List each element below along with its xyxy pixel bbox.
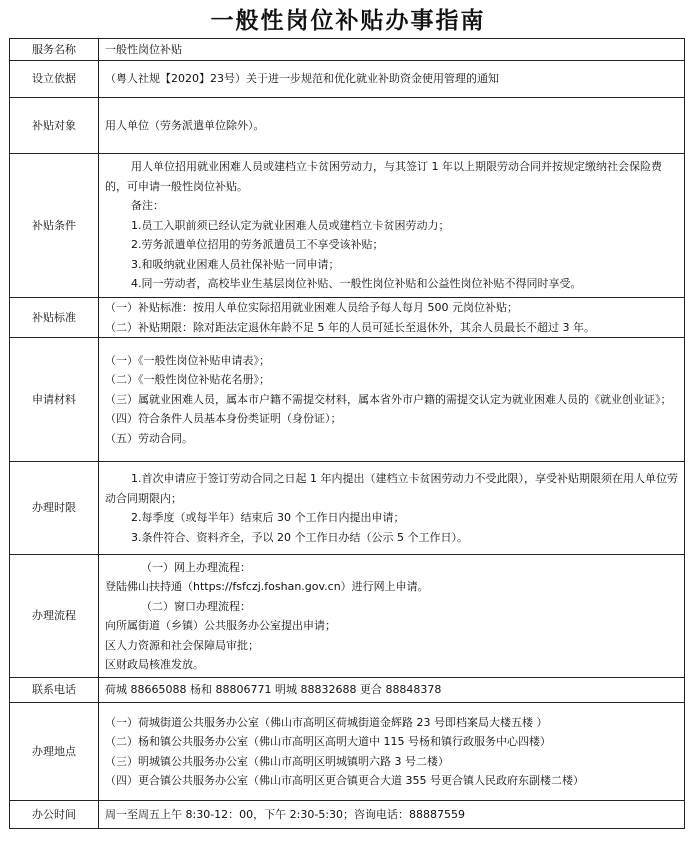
label-process: 办理流程 (10, 555, 99, 678)
row-locations (10, 703, 685, 801)
value-service-name: 一般性岗位补贴 (99, 39, 685, 61)
value-phone: 荷城 88665088 杨和 88806771 明城 88832688 更合 88848378 (99, 678, 685, 703)
process-offline-step: 向所属街道（乡镇）公共服务办公室提出申请； (105, 619, 336, 632)
materials-item: （一）《一般性岗位补贴申请表》； (105, 353, 270, 367)
conditions-item: 1.员工入职前须已经认定为就业困难人员或建档立卡贫困劳动力； (131, 218, 450, 232)
location-item: （一）荷城街道公共服务办公室（佛山市高明区荷城街道金辉路 23 号即档案局大楼五楼 ） (105, 715, 548, 729)
materials-item: （五）劳动合同。 (105, 431, 193, 445)
process-offline-step: 区财政局核准发放。 (105, 658, 204, 671)
conditions-intro: 用人单位招用就业困难人员或建档立卡贫困劳动力，与其签订 1 年以上期限劳动合同并按规定缴纳社会保险费的，可申请一般性岗位补贴。 (105, 160, 662, 193)
label-target: 补贴对象 (10, 98, 99, 154)
row-target (10, 98, 685, 154)
page-title: 一般性岗位补贴办事指南 (210, 8, 486, 34)
location-item: （三）明城镇公共服务办公室（佛山市高明区明城镇明六路 3 号二楼） (105, 754, 449, 768)
location-item: （二）杨和镇公共服务办公室（佛山市高明区高明大道中 115 号杨和镇行政服务中心四楼） (105, 735, 551, 748)
conditions-item: 4.同一劳动者，高校毕业生基层岗位补贴、一般性岗位补贴和公益性岗位补贴不得同时享受。 (131, 277, 582, 291)
conditions-note-label: 备注： (131, 199, 164, 213)
value-standard (99, 298, 685, 338)
label-hours: 办公时间 (10, 801, 99, 829)
materials-item: （四）符合条件人员基本身份类证明（身份证）； (105, 412, 342, 426)
row-service-name (10, 39, 685, 61)
value-locations (99, 703, 685, 801)
label-standard: 补贴标准 (10, 298, 99, 338)
materials-item: （三）属就业困难人员，属本市户籍不需提交材料，属本省外市户籍的需提交认定为就业困难人员的《就业创业证》； (105, 392, 672, 406)
conditions-item: 3.和吸纳就业困难人员社保补贴一同申请； (131, 257, 340, 271)
process-online-text: 登陆佛山扶持通（https://fsfczj.foshan.gov.cn）进行网上申请。 (105, 580, 429, 593)
value-target: 用人单位（劳务派遣单位除外）。 (99, 98, 685, 154)
process-offline-heading: （二）窗口办理流程： (141, 599, 251, 613)
row-basis (10, 61, 685, 98)
label-locations: 办理地点 (10, 703, 99, 801)
location-item: （四）更合镇公共服务办公室（佛山市高明区更合镇更合大道 355 号更合镇人民政府东副楼二楼） (105, 774, 584, 787)
row-hours (10, 801, 685, 829)
value-materials (99, 338, 685, 462)
row-process (10, 555, 685, 678)
standard-item: （一）补贴标准：按用人单位实际招用就业困难人员给予每人每月 500 元岗位补贴； (105, 301, 518, 314)
value-hours: 周一至周五上午 8:30-12：00，下午 2:30-5:30；咨询电话：88887559 (99, 801, 685, 829)
value-timing (99, 462, 685, 555)
value-basis: （粤人社规【2020】23号）关于进一步规范和优化就业补助资金使用管理的通知 (99, 61, 685, 98)
materials-item: （二）《一般性岗位补贴花名册》； (105, 373, 270, 387)
conditions-item: 2.劳务派遣单位招用的劳务派遣员工不享受该补贴； (131, 238, 384, 252)
row-conditions (10, 154, 685, 298)
label-basis: 设立依据 (10, 61, 99, 98)
value-process (99, 555, 685, 678)
timing-item: 2.每季度（或每半年）结束后 30 个工作日内提出申请； (131, 511, 405, 524)
process-offline-step: 区人力资源和社会保障局审批； (105, 638, 259, 652)
label-timing: 办理时限 (10, 462, 99, 555)
process-online-heading: （一）网上办理流程： (141, 560, 251, 574)
standard-item: （二）补贴期限：除对距法定退休年龄不足 5 年的人员可延长至退休外，其余人员最长不超过 3 年。 (105, 320, 595, 334)
row-timing (10, 462, 685, 555)
guide-table (9, 38, 685, 829)
label-phone: 联系电话 (10, 678, 99, 703)
label-materials: 申请材料 (10, 338, 99, 462)
label-conditions: 补贴条件 (10, 154, 99, 298)
row-phone (10, 678, 685, 703)
row-materials (10, 338, 685, 462)
value-conditions (99, 154, 685, 298)
timing-item: 1.首次申请应于签订劳动合同之日起 1 年内提出（建档立卡贫困劳动力不受此限），享受补贴期限须在用人单位劳动合同期限内； (105, 472, 678, 505)
timing-item: 3.条件符合、资料齐全，予以 20 个工作日办结（公示 5 个工作日）。 (131, 530, 468, 544)
label-service-name: 服务名称 (10, 39, 99, 61)
row-standard (10, 298, 685, 338)
